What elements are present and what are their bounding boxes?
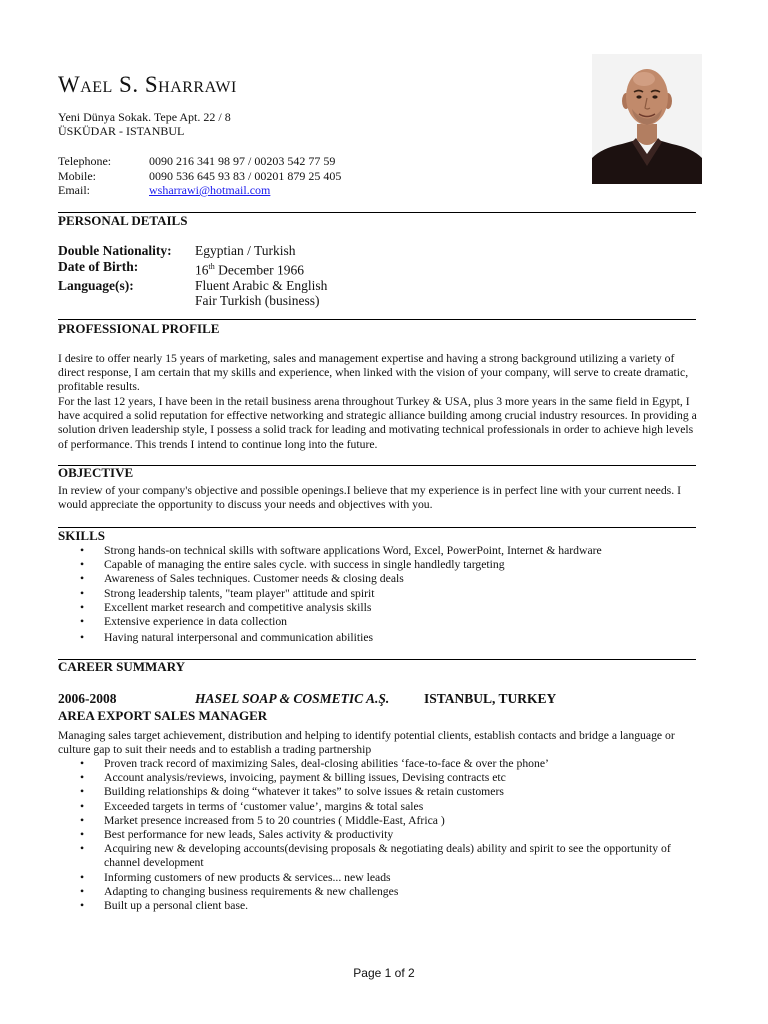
contact-row-telephone (58, 154, 341, 169)
job-location: ISTANBUL, TURKEY (424, 691, 557, 706)
list-item: • Extensive experience in data collection (80, 615, 288, 629)
job-role: AREA EXPORT SALES MANAGER (58, 708, 268, 723)
job-company: HASEL SOAP & COSMETIC A.Ş. (195, 691, 390, 706)
address-line-1: Yeni Dünya Sokak. Tepe Apt. 22 / 8 (58, 110, 231, 124)
section-title-profile: PROFESSIONAL PROFILE (58, 321, 220, 336)
portrait-photo (592, 54, 702, 184)
profile-paragraph-1: I desire to offer nearly 15 years of marketing, sales and management expertise and having a strong background utilizing a variety of direct response, I am certain that my skills and experience, when linked with the vision of your company, will serve to create dramatic, profitable results. (58, 352, 689, 394)
contact-row-email (58, 183, 341, 198)
list-item: • Having natural interpersonal and communication abilities (80, 631, 374, 645)
career-list (58, 757, 698, 913)
detail-row-dob (58, 259, 327, 278)
detail-label: Date of Birth: (58, 258, 139, 274)
section-divider (58, 319, 696, 320)
dob-day: 16 (195, 262, 209, 277)
contact-row-mobile (58, 169, 341, 184)
section-divider (58, 465, 696, 466)
email-link[interactable]: wsharrawi@hotmail.com (149, 183, 271, 197)
detail-row-nationality (58, 243, 327, 259)
section-title-personal: PERSONAL DETAILS (58, 213, 188, 228)
job-years: 2006-2008 (58, 691, 117, 706)
list-item: • Market presence increased from 5 to 20 countries ( Middle-East, Africa ) (80, 813, 445, 827)
section-title-objective: OBJECTIVE (58, 465, 134, 480)
contact-label: Email: (58, 183, 90, 197)
personal-details (58, 243, 327, 309)
contact-value: 0090 216 341 98 97 / 00203 542 77 59 (149, 154, 336, 168)
list-item: • Strong hands-on technical skills with software applications Word, Excel, PowerPoint, Internet & hardware (80, 544, 602, 557)
list-item: • Capable of managing the entire sales cycle. with success in single handledly targeting (80, 558, 505, 572)
dob-month-year: December 1966 (214, 262, 304, 277)
section-title-career: CAREER SUMMARY (58, 659, 186, 674)
address-block (58, 110, 231, 138)
profile-paragraph-2: For the last 12 years, I have been in the retail business arena throughout Turkey & USA, plus 3 more years in the same field in Egypt, I have acquired a solid reputation for effective networking and strategic alliance building among crucial industry resources. In providing a solution driven leadership style, I possess a solid track for leading and motivating technical professionals in order to achieve high levels of performance. This trends I intend to continue long into the future. (58, 395, 697, 451)
list-item: • Adapting to changing business requirements & new challenges (80, 884, 399, 898)
list-item: • Best performance for new leads, Sales activity & productivity (80, 828, 394, 842)
portrait-illustration (592, 54, 702, 184)
list-item: • Acquiring new & developing accounts(devising proposals & negotiating deals) ability and spirit to see the opportunity of channel development (80, 842, 671, 870)
contact-value: 0090 536 645 93 83 / 00201 879 25 405 (149, 168, 342, 183)
candidate-name: Wael S. Sharrawi (58, 72, 237, 97)
contact-label: Mobile: (58, 168, 96, 183)
contact-label: Telephone: (58, 154, 112, 168)
dob-suffix: th (208, 261, 215, 271)
detail-value: Fluent Arabic & English (195, 277, 328, 293)
list-item: • Built up a personal client base. (80, 899, 249, 913)
section-title-skills: SKILLS (58, 528, 105, 543)
address-line-2: ÜSKÜDAR - ISTANBUL (58, 124, 185, 138)
list-item: • Exceeded targets in terms of ‘customer value’, margins & total sales (80, 799, 424, 813)
objective-text: In review of your company's objective and possible openings.I believe that my experience is in perfect line with your current needs. I would appreciate the opportunity to discuss your needs and objectives with you. (58, 484, 681, 512)
detail-value (195, 259, 304, 278)
job-intro: Managing sales target achievement, distribution and helping to identify potential clients, establish contacts and bridge a language or culture gap to suit their needs and to establish a trading partnership (58, 729, 675, 757)
list-item: • Account analysis/reviews, invoicing, payment & billing issues, Devising contracts etc (80, 771, 506, 785)
list-item: • Proven track record of maximizing Sales, deal-closing abilities ‘face-to-face & over the phone’ (80, 757, 549, 770)
list-item: • Informing customers of new products & services... new leads (80, 870, 391, 884)
list-item: • Building relationships & doing “whatever it takes” to solve issues & retain customers (80, 785, 504, 799)
contact-block (58, 154, 341, 198)
skills-list (58, 544, 698, 645)
list-item: • Awareness of Sales techniques. Customer needs & closing deals (80, 572, 404, 586)
section-divider (58, 527, 696, 528)
detail-label: Language(s): (58, 277, 134, 293)
detail-value: Fair Turkish (business) (195, 293, 320, 308)
detail-row-language-2 (58, 293, 327, 309)
detail-label: Double Nationality: (58, 243, 172, 258)
list-item: • Strong leadership talents, "team player" attitude and spirit (80, 586, 375, 600)
page-number: Page 1 of 2 (353, 966, 415, 980)
list-item: • Excellent market research and competitive analysis skills (80, 600, 372, 614)
detail-value: Egyptian / Turkish (195, 243, 296, 258)
detail-row-language (58, 278, 327, 294)
